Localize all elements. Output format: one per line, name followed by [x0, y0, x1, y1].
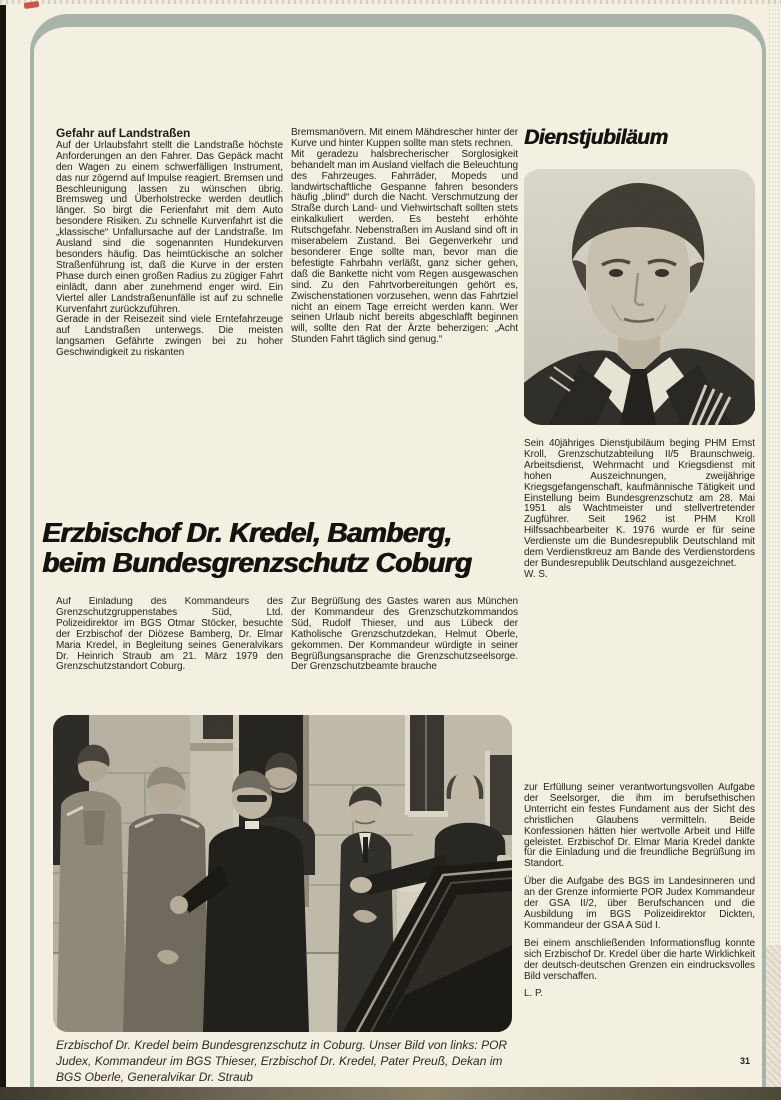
author-signature: L. P.: [524, 988, 544, 1000]
scan-edge-left: [0, 5, 6, 1100]
kredel-intro-left: [56, 597, 283, 707]
article-headline-kredel: [42, 518, 524, 578]
kredel-intro-right: [291, 597, 518, 707]
kredel-continuation-column: [524, 783, 755, 1075]
group-photo-image: [53, 715, 512, 1032]
scan-noise-top: [0, 0, 781, 4]
portrait-photo-image: [524, 169, 755, 425]
article-landstrassen-column-2: [291, 128, 518, 486]
article-title-dienstjubilaeum: Dienstjubiläum: [524, 126, 668, 149]
paragraph: Bei einem anschließenden Informationsflug konnte sich Erzbischof Dr. Kredel über die harte Wirklichkeit der deutsch-deutschen Grenzen ein eindrucksvolles Bild verschaffen.: [524, 937, 755, 982]
author-signature: W. S.: [524, 568, 548, 580]
headline-line-2: beim Bundesgrenzschutz Coburg: [42, 547, 472, 578]
group-photo: [53, 715, 512, 1032]
paragraph: Mit geradezu halsbrecherischer Sorglosigkeit behandelt man im Ausland vielfach die Beleuchtung des Fahrzeuges. Fahrräder, Mopeds und landwirtschaftliche Gespanne fahren besonders häufig „blind“ durch die Nacht. Verschmutzung der Straße durch Land- und Viehwirtschaft sollten stets einkalkuliert werden. Es besteht erhöhte Rutschgefahr. Nebenstraßen im Ausland sind oft in miserabelem Zustand. Bei Gegenverkehr und besonderer Enge sollte man, bevor man die befestigte Fahrbahn verläßt, ganz sicher gehen, daß die Bankette nicht vom Regen ausgewaschen sind. Zu den Fahrtvorbereitungen gehört es, Zwischenstationen vorzusehen, wenn das Fahrtziel nicht an einem Tage erreicht werden kann. Wer seinen Urlaub nicht bereits abgeschlafft beginnen will, sollte den Rat der Ärzte beherzigen: „Acht Stunden Fahrt täglich sind genug.“: [291, 148, 518, 346]
headline-line-1: Erzbischof Dr. Kredel, Bamberg,: [42, 517, 452, 548]
paragraph: Bremsmanövern. Mit einem Mähdrescher hinter der Kurve und hinter Kuppen sollte man stets rechnen.: [291, 128, 518, 149]
scan-noise-right: [768, 0, 781, 1100]
paragraph: Sein 40jähriges Dienstjubiläum beging PHM Ernst Kroll, Grenzschutzabteilung II/5 Braunschweig. Arbeitsdienst, Wehrmacht und Kriegsdienst mit hohen Auszeichnungen, zweijährige Kriegsgefangenschaft, kaufmännische Tätigkeit und Einstellung beim Bundesgrenzschutz am 28. Mai 1951 als Wachtmeister und stellvertretender Zugführer. Seit 1962 ist PHM Kroll Hilfssachbearbeiter K. 1976 wurde er für seine Verdienste um die Bundesrepublik Deutschland mit dem Verdienstkreuz am Bande des Verdienstordens der Bundesrepublik Deutschland ausgezeichnet.: [524, 438, 755, 569]
scan-edge-bottom: [0, 1087, 781, 1100]
paragraph: Auf Einladung des Kommandeurs des Grenzschutzgruppenstabes Süd, Ltd. Polizeidirektor im BGS Otmar Stöcker, besuchte der Erzbischof der Diözese Bamberg, Dr. Elmar Maria Kredel, in Begleitung seines Generalvikars Dr. Heinrich Straub am 21. März 1979 den Grenzschutzstandort Coburg.: [56, 597, 283, 673]
article-landstrassen-column-1: [56, 128, 283, 478]
paragraph: Gerade in der Reisezeit sind viele Erntefahrzeuge auf Landstraßen unterwegs. Die meisten langsamen Gefährte zwingen bei zu hoher Geschwindigkeit zu riskanten: [56, 314, 283, 359]
paragraph: Über die Aufgabe des BGS im Landesinneren und an der Grenze informierte POR Judex Kommandeur der GSA II/2, über Berufschancen und die Ausbildung im BGS Polizeidirektor Dickten, Kommandeur der GSA A Süd I.: [524, 876, 755, 931]
paragraph: Auf der Urlaubsfahrt stellt die Landstraße höchste Anforderungen an den Fahrer. Das Gepäck macht den Wagen zu einem schwerfälligen Instrument, das nur zögernd auf Impulse reagiert. Bremsen und Beschleunigung lassen zu wünschen übrig. Bremsweg und Überholstrecke werden deutlich länger. So birgt die Ferienfahrt mit dem Auto besondere Risiken. Zu schnelle Kurvenfahrt ist die „klassische“ Unfallursache auf der Landstraße. Im Ausland sind die sogenannten Hundekurven besonders häufig. Das heimtückische an solcher Straßenführung ist, daß die Kurve in der ersten Phase durch einen großen Radius zu zügiger Fahrt einlädt, dann aber zunehmend enger wird. Ein Viertel aller Landstraßenunfälle ist auf zu schnelle Kurvenfahrt zurückzuführen.: [56, 139, 283, 315]
article-title-landstrassen: Gefahr auf Landstraßen: [56, 128, 191, 140]
paragraph: zur Erfüllung seiner verantwortungsvollen Aufgabe der Seelsorger, die ihm im berufsethischen Unterricht ein festes Fundament aus der Sicht des christlichen Glaubens vermitteln. Beide Konfessionen hätten hier wertvolle Arbeit und Hilfe geleistet. Erzbischof Dr. Elmar Maria Kredel dankte für die Einladung und die freundliche Begrüßung im Standort.: [524, 783, 755, 870]
article-dienstjubilaeum: [524, 126, 755, 581]
portrait-photo: [524, 169, 755, 425]
page-number: 31: [740, 1056, 751, 1066]
photo-caption: Erzbischof Dr. Kredel beim Bundesgrenzschutz in Coburg. Unser Bild von links: POR Judex, Kommandeur im BGS Thieser, Erzbischof Dr. Kredel, Pater Preuß, Dekan im BGS Oberle, Generalvikar Dr. Straub: [56, 1038, 508, 1084]
red-pen-mark: [24, 1, 40, 9]
paragraph: Zur Begrüßung des Gastes waren aus München der Kommandeur des Grenzschutzkommandos Süd, Rudolf Thieser, und aus Lübeck der Katholische Grenzschutzdekan, Helmut Oberle, gekommen. Der Kommandeur würdigte in seiner Begrüßungsansprache die Grenzschutzseelsorge. Der Grenzschutzbeamte brauche: [291, 597, 518, 673]
